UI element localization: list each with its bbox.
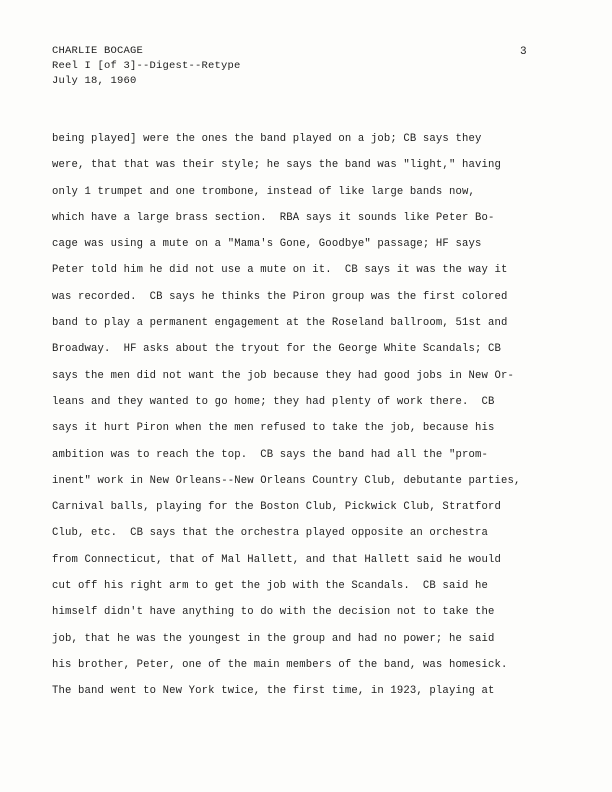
text-line: inent" work in New Orleans--New Orleans Country Club, debutante parties, [52,474,521,487]
text-line: Peter told him he did not use a mute on it. CB says it was the way it [52,264,508,277]
page-number: 3 [520,46,527,58]
text-line: which have a large brass section. RBA says it sounds like Peter Bo- [52,211,495,224]
text-line: himself didn't have anything to do with the decision not to take the [52,606,495,619]
text-line: was recorded. CB says he thinks the Piron group was the first colored [52,290,508,303]
text-line: says it hurt Piron when the men refused to take the job, because his [52,422,495,435]
text-line: band to play a permanent engagement at the Roseland ballroom, 51st and [52,317,508,330]
reel-info: Reel I [of 3]--Digest--Retype [52,60,241,72]
text-line: only 1 trumpet and one trombone, instead of like large bands now, [52,185,475,198]
text-line: The band went to New York twice, the first time, in 1923, playing at [52,685,495,698]
document-header [52,44,241,89]
text-line: were, that that was their style; he says the band was "light," having [52,159,502,172]
text-line: Club, etc. CB says that the orchestra played opposite an orchestra [52,527,488,540]
interviewee-name: CHARLIE BOCAGE [52,45,144,57]
text-line: Carnival balls, playing for the Boston Club, Pickwick Club, Stratford [52,501,502,514]
text-line: his brother, Peter, one of the main members of the band, was homesick. [52,658,508,671]
text-line: from Connecticut, that of Mal Hallett, and that Hallett said he would [52,553,502,566]
text-line: says the men did not want the job because they had good jobs in New Or- [52,369,515,382]
text-line: leans and they wanted to go home; they had plenty of work there. CB [52,395,495,408]
interview-date: July 18, 1960 [52,75,137,87]
text-line: Broadway. HF asks about the tryout for the George White Scandals; CB [52,343,502,356]
text-line: being played] were the ones the band played on a job; CB says they [52,133,482,145]
text-line: ambition was to reach the top. CB says the band had all the "prom- [52,448,488,461]
text-line: job, that he was the youngest in the group and had no power; he said [52,632,495,645]
text-line: cage was using a mute on a "Mama's Gone, Goodbye" passage; HF says [52,238,482,251]
text-line: cut off his right arm to get the job with the Scandals. CB said he [52,580,488,593]
transcript-body [52,126,562,705]
